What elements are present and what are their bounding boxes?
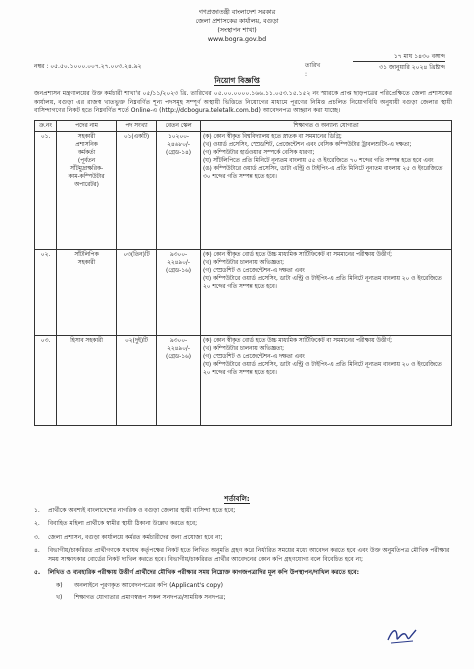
scale-line: ১০২০০- — [168, 134, 189, 140]
col-header-qualification: শিক্ষাগত ও অন্যান্য যোগ্যতা — [201, 121, 452, 132]
table-row — [35, 132, 452, 250]
scale-line: (গ্রেড-১৬) — [165, 354, 192, 360]
cell-sl: ০১. — [35, 132, 57, 250]
signature-mark — [385, 624, 419, 646]
office-header — [0, 8, 474, 44]
cell-post — [57, 132, 117, 250]
scale-line: ৯৩০০- — [169, 338, 188, 344]
col-header-sl: ক্র.নং — [35, 121, 57, 132]
scale-line: ২৪৬৮০/- — [167, 142, 190, 148]
table-header-row — [35, 121, 452, 132]
list-item — [34, 520, 452, 528]
post-line: (পূর্বতন — [77, 158, 96, 164]
term-text: জেলা প্রশাসন, বগুড়া কার্যালয়ে কর্মরত কর্মচারীদের জন্য প্রযোজ্য হবে না; — [48, 533, 223, 541]
qualification-item: (গ) স্প্রেডশিট ও প্রেজেন্টেশন-এ দক্ষতা এবং — [203, 354, 305, 360]
qualification-item: (ঘ) কম্পিউটারে ওয়ার্ড প্রসেসিং, ডাটা এন্ট্রি ও টাইপিং-এ প্রতি মিনিটে নূন্যতম বাংলায় ২০ ও ইংরেজিতে ২০ শব্দের গতি সম্পন্ন হতে হবে। — [203, 362, 442, 376]
vacancy-table — [34, 120, 452, 426]
qualification-item: (ঘ) সাঁটলিপিতে প্রতি মিনিটে নূন্যতম বাংলায় ৫৫ ও ইংরেজিতে ৭০ শব্দের গতি সম্পন্ন হতে হবে এবং — [203, 158, 434, 164]
qualification-item: (ক) কোন স্বীকৃত বোর্ড হতে উচ্চ মাধ্যমিক সার্টিফিকেট বা সমমানের পরীক্ষায় উত্তীর্ণ; — [203, 252, 393, 258]
term-number: ২. — [34, 520, 40, 528]
post-line: অপারেটর) — [74, 182, 99, 188]
notice-title — [0, 76, 474, 88]
list-item — [34, 569, 452, 577]
notice-title-text: নিয়োগ বিজ্ঞপ্তি — [214, 76, 260, 85]
qualification-item: (গ) কম্পিউটার হার্ডওয়ার সম্পর্কে বেসিক ধারণা; — [203, 150, 315, 156]
cell-scale — [157, 336, 201, 426]
cell-qualification — [201, 336, 452, 426]
terms-title — [0, 493, 474, 505]
table-row — [35, 336, 452, 426]
qualification-item: (খ) কম্পিউটার চালনায় অভিজ্ঞতা; — [203, 346, 285, 352]
term-text: প্রার্থীকে অবশ্যই বাংলাদেশের নাগরিক ও বগুড়া জেলার স্থায়ী বাসিন্দা হতে হবে; — [48, 507, 236, 514]
post-line: সাঁটমুদ্রাক্ষরিক- — [69, 166, 104, 172]
scale-line: ২২৪৯০/- — [167, 346, 190, 352]
qualification-item: (ঙ) কম্পিউটারে ওয়ার্ড প্রসেসিং, ডাটা এন্ট্রি ও টাইপিং-এ প্রতি মিনিটে নূন্যতম বাংলায় ২৫ ও ইংরেজিতে ৩০ শব্দের গতি সম্পন্ন হতে হবে। — [203, 166, 443, 180]
scale-line: (গ্রেড-১৪) — [165, 150, 192, 156]
date-bangla: ১৭ মাঘ ১৪৩০ বঙ্গাব্দ — [353, 52, 445, 62]
scale-line: ৯৩০০- — [169, 252, 188, 258]
col-header-count: পদ সংখ্যা — [117, 121, 157, 132]
cell-sl: ০২. — [35, 250, 57, 336]
cell-count: ০৩(তিন)টি — [117, 250, 157, 336]
header-line: গণপ্রজাতন্ত্রী বাংলাদেশ সরকার — [198, 9, 276, 16]
post-line: প্রশাসনিক — [75, 142, 98, 148]
subterm-letter: ক) — [56, 582, 63, 590]
cell-sl: ০৩. — [35, 336, 57, 426]
term-text: বিভাগীয়/চাকরিরত প্রার্থীগণকে যথাযথ কর্তৃপক্ষের নিকট হতে লিখিত অনুমতি গ্রহণ করে নির্ধারিত সময়ের মধ্যে আবেদন করতে হবে এবং উক্ত অনুমতিপত্র মৌখিক পরীক্ষার সময় সাক্ষাৎকার বোর্ডের নিকট দাখিল করতে হবে। বিভাগীয়/চাকরিরত প্রার্থীর আবেদনের কোন কপি গ্রহণযোগ্য বলে বিবেচিত হবে না; — [48, 547, 450, 563]
header-line: (সংস্থাপন শাখা) — [217, 27, 257, 34]
list-item — [34, 507, 452, 515]
terms-list — [34, 507, 452, 605]
post-line: সহকারী — [77, 260, 96, 266]
post-line: হিসাব সহকারী — [70, 338, 103, 344]
col-header-scale: বেতন স্কেল — [157, 121, 201, 132]
memo-number: নম্বর : ০৫.৫০.১০০০.০০৭.২৭.০০৩.২৪.৯২ — [34, 63, 142, 70]
intro-paragraph: জনপ্রশাসন মন্ত্রণালয়ের উক্ত কর্মচারী শাখা'র ০৫/১১/২০২৩ খ্রি. তারিখের ০৫.০০.০০০০.১৬৬.১১.০৫৩.১৫.১৫২ নং স্মারকে প্রাপ্ত ছাড়পত্রের পরিপ্রেক্ষিতে জেলা প্রশাসকের কার্যালয়, বগুড়া এর রাজস্ব খাতভুক্ত নিম্নবর্ণিত শূন্য পদসমূহ সম্পূর্ণ অস্থায়ী ভিত্তিতে নিয়োগের মাধ্যমে পূরণের নিমিত্ত প্রচলিত নিয়োগবিধি অনুযায়ী বগুড়া জেলার স্থায়ী বাসিন্দাগণের নিকট হতে নিম্নবর্ণিত শর্তে Online-এ (http://dcbogura.teletalk.com.bd) আবেদনপত্র আহ্বান করা যাচ্ছে। — [34, 90, 452, 115]
cell-scale — [157, 132, 201, 250]
cell-count: ০২(দুই)টি — [117, 336, 157, 426]
post-line: কর্মকর্তা — [77, 150, 96, 156]
post-line: সাঁটলিপিক — [74, 252, 99, 258]
header-website: www.bogra.gov.bd — [207, 36, 267, 43]
qualification-item: (ক) কোন স্বীকৃত বিশ্ববিদ্যালয় হতে স্নাতক বা সমমানের ডিগ্রি; — [203, 134, 342, 140]
subterm-text: শিক্ষাগত যোগ্যতার প্রমাণস্বরূপ সকল সনদপত্র/সাময়িক সনদপত্র; — [74, 593, 226, 601]
scale-line: (গ্রেড-১৬) — [165, 268, 192, 274]
term-number: ৫. — [34, 569, 41, 577]
cell-scale — [157, 250, 201, 336]
list-item — [34, 582, 452, 590]
table-row — [35, 250, 452, 336]
terms-title-text: শর্তাবলি: — [224, 495, 250, 503]
scale-line: ২২৪৯০/- — [167, 260, 190, 266]
term-text: লিখিত ও ব্যবহারিক পরীক্ষায় উত্তীর্ণ প্রার্থীদের মৌখিক পরীক্ষার সময় নিম্নোক্ত কাগজপত্রাদির মূল কপি উপস্থাপন/দাখিল করতে হবে: — [48, 569, 360, 577]
qualification-item: (খ) কম্পিউটার চালনায় অভিজ্ঞতা; — [203, 260, 285, 266]
cell-post — [57, 250, 117, 336]
cell-qualification — [201, 132, 452, 250]
cell-qualification — [201, 250, 452, 336]
cell-post — [57, 336, 117, 426]
col-header-post: পদের নাম — [57, 121, 117, 132]
qualification-item: (ঘ) কম্পিউটারে ওয়ার্ড প্রসেসিং, ডাটা এন্ট্রি ও টাইপিং-এ প্রতি মিনিটে নূন্যতম বাংলায় ২০ ও ইংরেজিতে ২০ শব্দের গতি সম্পন্ন হতে হবে। — [203, 276, 442, 290]
list-item — [34, 534, 452, 542]
list-item — [34, 594, 452, 602]
term-number: ৩. — [34, 533, 40, 541]
post-line: সহকারী — [77, 134, 96, 140]
qualification-item: (ক) কোন স্বীকৃত বোর্ড হতে উচ্চ মাধ্যমিক সার্টিফিকেট বা সমমানের পরীক্ষায় উত্তীর্ণ; — [203, 338, 393, 344]
qualification-item: (গ) স্প্রেডশিট ও প্রেজেন্টেশন-এ দক্ষতা এবং — [203, 268, 305, 274]
term-number: ১. — [34, 507, 40, 514]
term-text: বিবাহিত মহিলা প্রার্থীকে স্বামীর স্থায়ী ঠিকানা উল্লেখ করতে হবে; — [48, 520, 198, 528]
cell-count: ০১(একটি) — [117, 132, 157, 250]
list-item — [34, 547, 452, 564]
subterm-text: অনলাইনে পূরণকৃত আবেদনপত্রের কপি (Applicant's copy) — [74, 582, 223, 590]
date-english: ৩১ জানুয়ারি ২০২৪ খ্রিষ্টাব্দ — [379, 64, 445, 71]
post-line: কাম-কম্পিউটার — [68, 174, 105, 180]
qualification-item: (খ) ওয়ার্ড প্রসেসিং, স্প্রেডশিট, প্রেজেন্টেশন এবং বেসিক কম্পিউটার ট্রাবলশুটিং-এ দক্ষতা; — [203, 142, 412, 148]
header-line: জেলা প্রশাসকের কার্যালয়, বগুড়া — [195, 18, 279, 25]
date-label: তারিখ : — [305, 62, 321, 78]
term-number: ৪. — [34, 547, 40, 555]
subterm-letter: খ) — [56, 593, 63, 601]
